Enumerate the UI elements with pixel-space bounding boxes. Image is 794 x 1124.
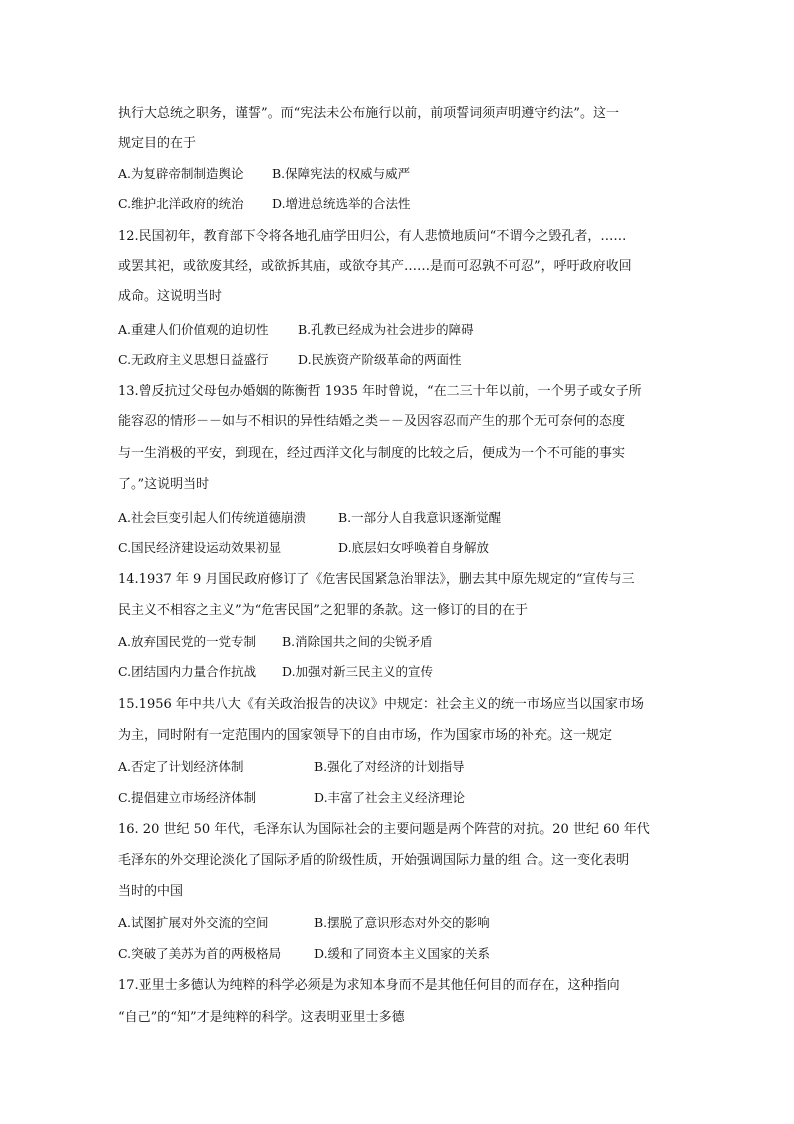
question-13: 13.曾反抗过父母包办婚姻的陈衡哲 1935 年时曾说，“在二三十年以前，一个男子或女子所 (118, 384, 642, 399)
text-line: 了。”这说明当时 (118, 477, 210, 492)
option-d: D.缓和了同资本主义国家的关系 (314, 946, 491, 961)
option-b: B.孔教已经成为社会进步的障碍 (298, 322, 474, 337)
text-line: 为主，同时附有一定范围内的国家领导下的自由市场，作为国家市场的补充。这一规定 (118, 728, 613, 743)
text-line: 规定目的在于 (118, 136, 197, 151)
option-d: D.底层妇女呼唤着自身解放 (338, 540, 490, 555)
option-a: A.重建人们价值观的迫切性 (118, 322, 269, 337)
text-line: 毛泽东的外交理论淡化了国际矛盾的阶级性质，开始强调国际力量的组 合。这一变化表明 (118, 853, 630, 868)
text-line: 能容忍的情形－－如与不相识的异性结婚之类－－及因容忍而产生的那个无可奈何的态度 (118, 414, 626, 429)
option-c: C.突破了美苏为首的两极格局 (118, 946, 282, 961)
option-b: B.强化了对经济的计划指导 (314, 759, 465, 774)
text-line: 成命。这说明当时 (118, 289, 223, 304)
text-line: 民主义不相容之主义”为“危害民国”之犯罪的条款。这一修订的目的在于 (118, 603, 528, 618)
text-line: 与一生消极的平安，到现在，经过西洋文化与制度的比较之后，便成为一个不可能的事实 (118, 446, 626, 461)
option-a: A.为复辟帝制制造舆论 (118, 166, 244, 181)
option-c: C.维护北洋政府的统治 (118, 196, 244, 211)
option-d: D.民族资产阶级革命的两面性 (298, 352, 462, 367)
option-c: C.提倡建立市场经济体制 (118, 790, 257, 805)
option-c: C.无政府主义思想日益盛行 (118, 352, 269, 367)
text-line: 当时的中国 (118, 884, 184, 899)
option-c: C.团结国内力量合作抗战 (118, 664, 257, 679)
option-a: A.社会巨变引起人们传统道德崩溃 (118, 510, 307, 525)
option-b: B.消除国共之间的尖锐矛盾 (282, 634, 433, 649)
question-12: 12.民国初年，教育部下令将各地孔庙学田归公，有人悲愤地质问“不谓今之毁孔者，…… (118, 229, 627, 244)
option-d: D.丰富了社会主义经济理论 (314, 790, 466, 805)
option-a: A.否定了计划经济体制 (118, 759, 244, 774)
question-15: 15.1956 年中共八大《有关政治报告的决议》中规定：社会主义的统一市场应当以国家市场 (118, 697, 644, 712)
question-16: 16. 20 世纪 50 年代，毛泽东认为国际社会的主要问题是两个阵营的对抗。20 世纪 60 年代 (118, 822, 650, 837)
option-a: A.试图扩展对外交流的空间 (118, 915, 269, 930)
option-b: B.摆脱了意识形态对外交的影响 (314, 915, 490, 930)
text-line: 执行大总统之职务，谨誓”。而“宪法未公布施行以前，前项誓词须声明遵守约法”。这一 (118, 106, 619, 121)
text-line: 或罢其祀，或欲废其经，或欲拆其庙，或欲夺其产……是而可忍孰不可忍”，呼吁政府收回 (118, 259, 632, 274)
option-d: D.增进总统选举的合法性 (272, 196, 411, 211)
question-14: 14.1937 年 9 月国民政府修订了《危害民国紧急治罪法》，删去其中原先规定的“宣传与三 (118, 572, 635, 587)
option-c: C.国民经济建设运动效果初显 (118, 540, 282, 555)
option-a: A.放弃国民党的一党专制 (118, 634, 257, 649)
option-b: B.保障宪法的权威与威严 (272, 166, 411, 181)
question-17: 17.亚里士多德认为纯粹的科学必须是为求知本身而不是其他任何目的而存在，这种指向 (118, 978, 620, 993)
text-line: “自己”的“知”才是纯粹的科学。这表明亚里士多德 (118, 1010, 405, 1025)
option-d: D.加强对新三民主义的宣传 (282, 664, 434, 679)
option-b: B.一部分人自我意识逐渐觉醒 (338, 510, 502, 525)
